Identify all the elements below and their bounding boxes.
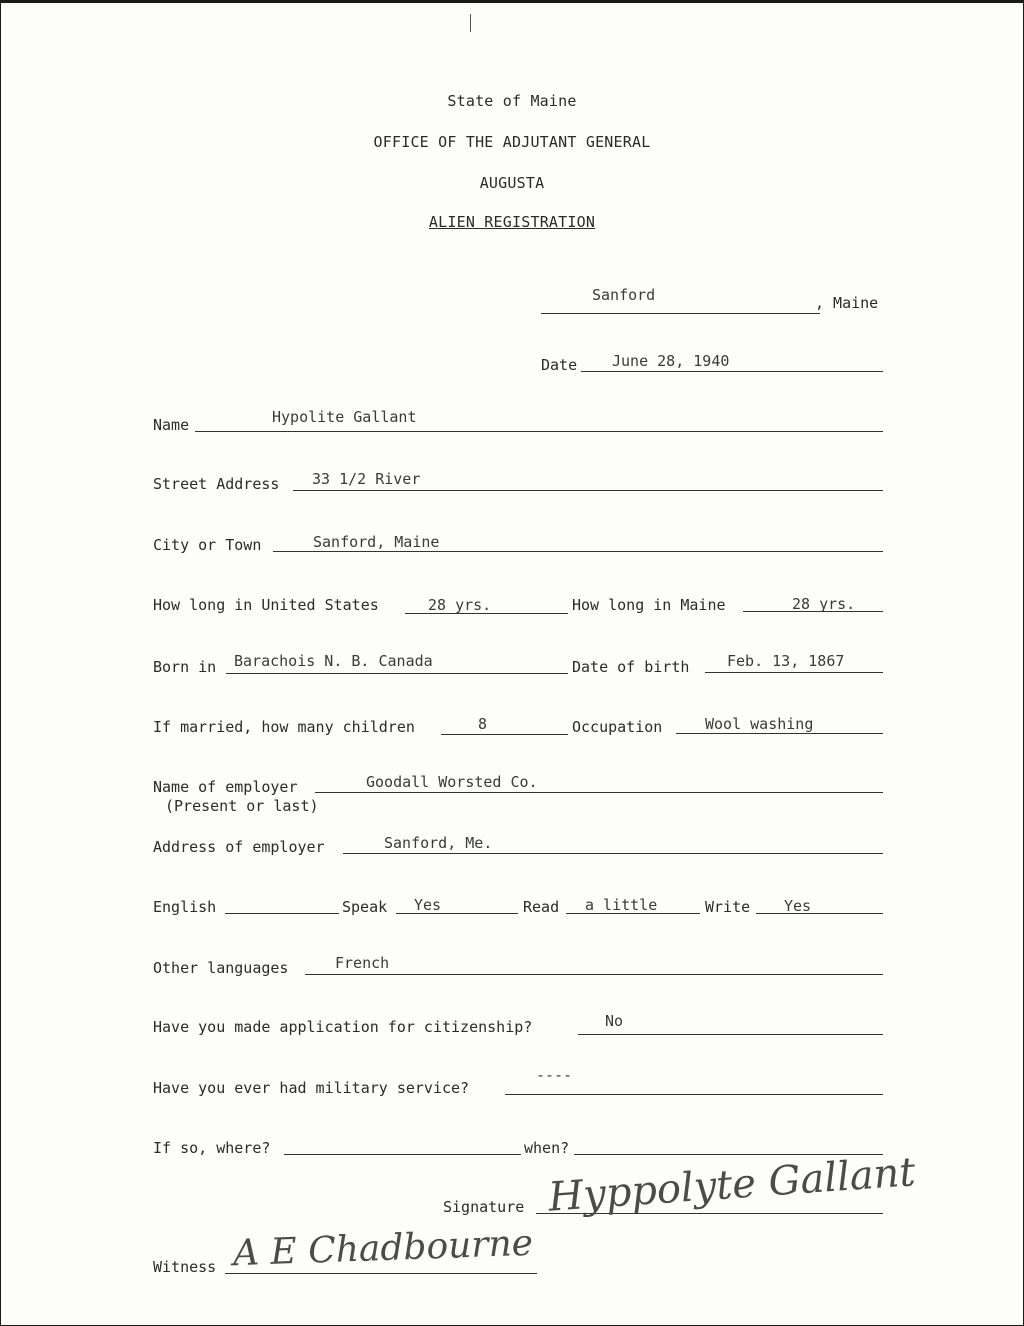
street-value: 33 1/2 River <box>312 470 421 488</box>
name-value: Hypolite Gallant <box>272 408 417 426</box>
scan-mark <box>470 14 471 32</box>
date-value: June 28, 1940 <box>612 352 730 370</box>
speak-label: Speak <box>342 898 388 916</box>
english-line <box>225 913 339 914</box>
us-years-line <box>405 613 568 614</box>
english-label: English <box>153 898 217 916</box>
place-value: Sanford <box>592 286 656 304</box>
where-line <box>284 1154 521 1155</box>
witness-label: Witness <box>153 1258 217 1276</box>
children-line <box>441 734 568 735</box>
speak-value: Yes <box>414 896 442 914</box>
when-label: when? <box>524 1139 570 1157</box>
us-years-value: 28 yrs. <box>428 596 492 614</box>
speak-line <box>396 913 518 914</box>
read-line <box>566 913 700 914</box>
maine-years-value: 28 yrs. <box>792 595 856 613</box>
where-label: If so, where? <box>153 1139 271 1157</box>
children-value: 8 <box>478 715 488 733</box>
employer-line <box>315 792 883 793</box>
dob-line <box>705 672 883 673</box>
citizenship-value: No <box>605 1012 624 1030</box>
city-label: City or Town <box>153 536 262 554</box>
place-suffix: , Maine <box>815 294 879 312</box>
born-value: Barachois N. B. Canada <box>234 652 433 670</box>
witness-line <box>225 1273 537 1274</box>
maine-years-line <box>743 611 883 612</box>
employer-value: Goodall Worsted Co. <box>366 773 538 791</box>
employer-address-line <box>343 853 883 854</box>
city-value: Sanford, Maine <box>313 533 440 551</box>
employer-label: Name of employer <box>153 778 298 796</box>
write-value: Yes <box>784 897 812 915</box>
military-line <box>505 1094 883 1095</box>
date-label: Date <box>541 356 578 374</box>
military-value: ---- <box>536 1066 573 1084</box>
born-label: Born in <box>153 658 217 676</box>
form-title: ALIEN REGISTRATION <box>428 213 596 231</box>
occupation-value: Wool washing <box>705 715 814 733</box>
street-line <box>293 490 883 491</box>
citizenship-label: Have you made application for citizenship? <box>153 1018 533 1036</box>
street-label: Street Address <box>153 475 280 493</box>
us-years-label: How long in United States <box>153 596 379 614</box>
signature-label: Signature <box>443 1198 525 1216</box>
employer-address-value: Sanford, Me. <box>384 834 493 852</box>
write-label: Write <box>705 898 751 916</box>
read-label: Read <box>523 898 560 916</box>
header-state: State of Maine <box>447 92 577 110</box>
header-city: AUGUSTA <box>479 174 545 192</box>
occupation-label: Occupation <box>572 718 663 736</box>
other-languages-value: French <box>335 954 390 972</box>
other-languages-line <box>305 974 883 975</box>
header-office: OFFICE OF THE ADJUTANT GENERAL <box>373 133 651 151</box>
witness-handwriting: A E Chadbourne <box>232 1222 534 1275</box>
military-label: Have you ever had military service? <box>153 1079 470 1097</box>
signature-handwriting: Hyppolyte Gallant <box>546 1149 917 1221</box>
other-languages-label: Other languages <box>153 959 289 977</box>
born-line <box>226 673 568 674</box>
name-line <box>195 431 883 432</box>
children-label: If married, how many children <box>153 718 415 736</box>
dob-value: Feb. 13, 1867 <box>727 652 845 670</box>
dob-label: Date of birth <box>572 658 690 676</box>
date-line <box>581 371 883 372</box>
employer-address-label: Address of employer <box>153 838 325 856</box>
write-line <box>756 913 883 914</box>
read-value: a little <box>585 896 658 914</box>
city-line <box>273 551 883 552</box>
employer-sub-label: (Present or last) <box>165 797 319 815</box>
name-label: Name <box>153 416 190 434</box>
place-line <box>541 313 820 314</box>
occupation-line <box>676 733 883 734</box>
citizenship-line <box>578 1034 883 1035</box>
maine-years-label: How long in Maine <box>572 596 726 614</box>
